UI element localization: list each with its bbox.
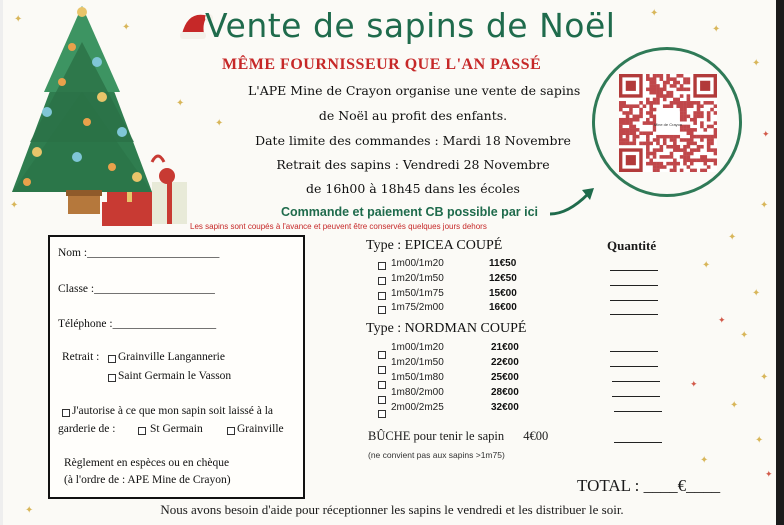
epicea-qty-line[interactable] xyxy=(610,270,658,271)
epicea-price: 12€50 xyxy=(489,273,517,284)
epicea-size: 1m20/1m50 xyxy=(391,273,444,284)
epicea-row-checkbox[interactable] xyxy=(378,306,386,314)
qr-code[interactable] xyxy=(619,74,717,172)
total-field[interactable]: TOTAL : ____€____ xyxy=(577,476,721,495)
nordman-qty-line[interactable] xyxy=(612,396,660,397)
telephone-field[interactable]: Téléphone :__________________ xyxy=(58,318,217,330)
nom-field[interactable]: Nom :_______________________ xyxy=(58,247,220,259)
retrait-grainville-label: Grainville Langannerie xyxy=(118,351,225,363)
epicea-qty-line[interactable] xyxy=(610,285,658,286)
epicea-price: 16€00 xyxy=(489,302,517,313)
epicea-qty-line[interactable] xyxy=(610,300,658,301)
nordman-qty-line[interactable] xyxy=(614,411,662,412)
nordman-title: Type : NORDMAN COUPÉ xyxy=(366,321,527,336)
info-line-1: L'APE Mine de Crayon organise une vente de sapins xyxy=(248,83,581,98)
nordman-row-checkbox[interactable] xyxy=(378,381,386,389)
nordman-size: 1m50/1m80 xyxy=(391,372,444,383)
nordman-price: 22€00 xyxy=(491,357,519,368)
autorise-checkbox[interactable] xyxy=(62,409,70,417)
nordman-size: 1m00/1m20 xyxy=(391,342,444,353)
garderie-grainville-checkbox[interactable] xyxy=(227,427,235,435)
nordman-price: 32€00 xyxy=(491,402,519,413)
nordman-row-checkbox[interactable] xyxy=(378,396,386,404)
nordman-qty-line[interactable] xyxy=(610,366,658,367)
classe-field[interactable]: Classe :_____________________ xyxy=(58,283,215,295)
epicea-row-checkbox[interactable] xyxy=(378,277,386,285)
info-line-4: Retrait des sapins : Vendredi 28 Novembre xyxy=(276,157,550,172)
retrait-grainville-checkbox[interactable] xyxy=(108,355,116,363)
right-edge xyxy=(776,0,784,525)
nordman-row-checkbox[interactable] xyxy=(378,351,386,359)
nordman-price: 25€00 xyxy=(491,372,519,383)
page-subtitle: MÊME FOURNISSEUR QUE L'AN PASSÉ xyxy=(222,56,542,73)
garderie-st-germain-label: St Germain xyxy=(150,423,203,435)
epicea-size: 1m50/1m75 xyxy=(391,288,444,299)
garderie-grainville-label: Grainville xyxy=(237,423,284,435)
epicea-price: 11€50 xyxy=(489,258,517,269)
nordman-size: 1m80/2m00 xyxy=(391,387,444,398)
qr-logo-label: Mine de Crayon xyxy=(653,122,683,127)
quantite-header: Quantité xyxy=(607,238,657,253)
epicea-size: 1m75/2m00 xyxy=(391,302,444,313)
buche-price: 4€00 xyxy=(523,429,549,443)
nordman-row-checkbox[interactable] xyxy=(378,410,386,418)
garderie-st-germain-checkbox[interactable] xyxy=(138,427,146,435)
nordman-qty-line[interactable] xyxy=(612,381,660,382)
nordman-size: 1m20/1m50 xyxy=(391,357,444,368)
buche-label xyxy=(368,429,548,444)
buche-text: BÛCHE pour tenir le sapin xyxy=(368,429,505,443)
info-line-5: de 16h00 à 18h45 dans les écoles xyxy=(306,181,520,196)
reglement-text: Règlement en espèces ou en chèque xyxy=(64,457,230,469)
arrow-icon xyxy=(548,184,598,220)
retrait-saint-germain-label: Saint Germain le Vasson xyxy=(118,370,232,382)
nordman-price: 28€00 xyxy=(491,387,519,398)
nordman-price: 21€00 xyxy=(491,342,519,353)
nordman-size: 2m00/2m25 xyxy=(391,402,444,413)
epicea-row-checkbox[interactable] xyxy=(378,262,386,270)
nordman-row-checkbox[interactable] xyxy=(378,366,386,374)
epicea-title: Type : EPICEA COUPÉ xyxy=(366,238,503,253)
retrait-label: Retrait : xyxy=(62,351,100,363)
commande-cb-text: Commande et paiement CB possible par ici xyxy=(281,205,539,219)
reglement-ordre-text: (à l'ordre de : APE Mine de Crayon) xyxy=(64,474,231,486)
cut-note: Les sapins sont coupés à l'avance et peuvent être conservés quelques jours dehors xyxy=(190,222,487,231)
buche-note: (ne convient pas aux sapins >1m75) xyxy=(368,450,505,460)
garderie-label: garderie de : xyxy=(58,423,116,435)
buche-qty-line[interactable] xyxy=(614,442,662,443)
epicea-price: 15€00 xyxy=(489,288,517,299)
order-form-box xyxy=(48,235,305,499)
epicea-row-checkbox[interactable] xyxy=(378,292,386,300)
epicea-size: 1m00/1m20 xyxy=(391,258,444,269)
info-line-2: de Noël au profit des enfants. xyxy=(318,108,508,123)
footer-note: Nous avons besoin d'aide pour réceptionner les sapins le vendredi et les distribuer le soir. xyxy=(160,502,624,517)
epicea-qty-line[interactable] xyxy=(610,314,658,315)
autorise-text: J'autorise à ce que mon sapin soit laissé à la xyxy=(72,405,274,417)
page-title: Vente de sapins de Noël xyxy=(205,6,616,45)
info-line-3: Date limite des commandes : Mardi 18 Novembre xyxy=(255,133,571,148)
nordman-qty-line[interactable] xyxy=(610,351,658,352)
retrait-saint-germain-checkbox[interactable] xyxy=(108,374,116,382)
